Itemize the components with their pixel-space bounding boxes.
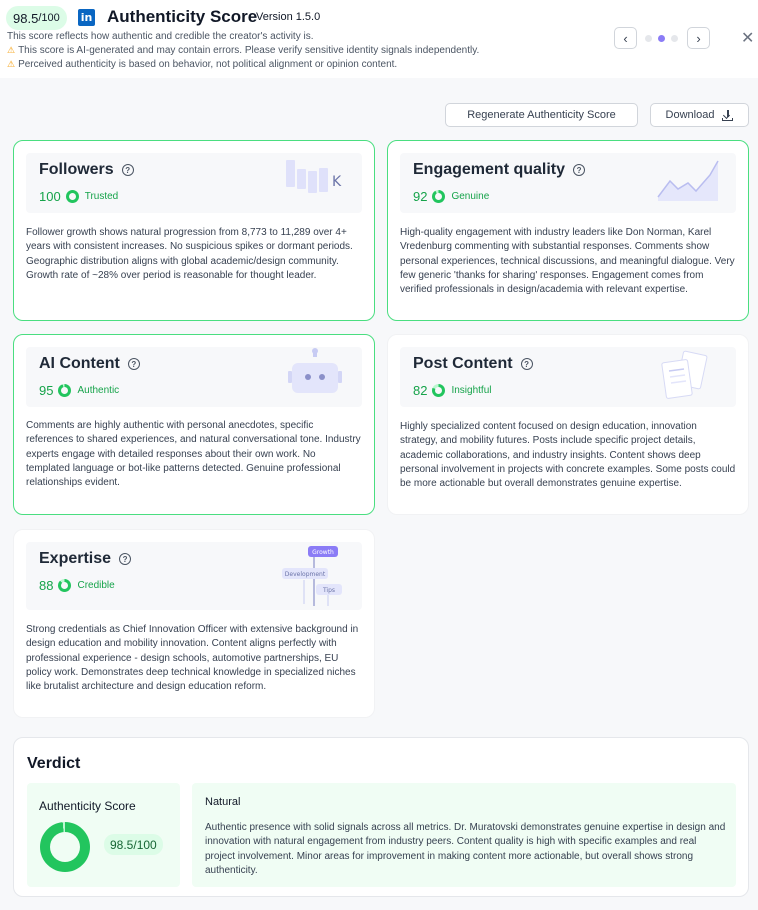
engagement-description: High-quality engagement with industry leaders like Don Norman, Karel Vredenburg commenting with substantial responses. Comments show personal experiences, technical discussions, and meaningful dialogue. Very few generic 'thanks for sharing' responses. Engagement comes from verified professionals in design/academia with relevant expertise. <box>400 227 735 296</box>
expertise-card <box>13 529 375 718</box>
engagement-card <box>387 140 749 321</box>
authenticity-disclaimer <box>7 59 397 70</box>
header <box>0 0 758 78</box>
linkedin-icon: in <box>78 9 95 26</box>
skills-tree-illustration <box>280 542 350 610</box>
score-donut-icon <box>40 822 90 872</box>
ai-disclaimer <box>7 45 479 56</box>
score-ring-icon <box>432 190 445 203</box>
followers-label: Trusted <box>84 191 119 202</box>
expertise-title: Expertise <box>39 550 112 567</box>
engagement-title: Engagement quality <box>413 161 566 178</box>
followers-score: 100 <box>39 189 61 204</box>
engagement-label: Genuine <box>451 191 490 202</box>
warning-icon: ⚠ <box>7 45 16 55</box>
expertise-label: Credible <box>77 580 115 591</box>
followers-illus-letter: K <box>332 174 342 190</box>
prev-button[interactable] <box>614 27 637 49</box>
help-icon[interactable]: ? <box>521 358 533 370</box>
chevron-left-icon: ‹ <box>623 30 628 46</box>
expertise-score: 88 <box>39 578 54 593</box>
post-content-score: 82 <box>413 383 428 398</box>
warning-icon: ⚠ <box>7 59 16 69</box>
followers-description: Follower growth shows natural progression from 8,773 to 11,289 over 4+ years with consistent increases. No suspicious spikes or dormant periods. Geographic distribution aligns with global academic/design community. Growth rate of ~28% over period is reasonable for thought leader. <box>26 227 353 281</box>
download-button[interactable] <box>650 103 749 127</box>
help-icon[interactable]: ? <box>128 358 140 370</box>
download-icon <box>722 110 733 121</box>
post-content-card-header <box>400 347 736 407</box>
expertise-score-row <box>39 578 115 593</box>
chevron-right-icon: › <box>696 30 701 46</box>
verdict-panel <box>13 737 749 897</box>
ai-content-card-header <box>26 347 362 407</box>
pager-dot[interactable] <box>645 35 652 42</box>
verdict-summary <box>192 783 736 887</box>
verdict-score-box <box>27 783 180 887</box>
help-icon[interactable]: ? <box>573 164 585 176</box>
tag-development: Development <box>284 571 326 578</box>
expertise-card-header <box>26 542 362 610</box>
score-ring-icon <box>432 384 445 397</box>
tag-tips: Tips <box>322 587 336 594</box>
expertise-description: Strong credentials as Chief Innovation Officer with extensive background in design education and mobility innovation. Content aligns perfectly with professional experience - design schools, automotive partnerships, EU policy work. Demonstrates deep technical knowledge in specialized niches like brutalist architecture and design education reform. <box>26 624 359 693</box>
score-ring-icon <box>58 384 71 397</box>
engagement-score: 92 <box>413 189 428 204</box>
ai-content-score-row <box>39 383 119 398</box>
verdict-title: Verdict <box>27 755 81 772</box>
followers-score-row <box>39 189 118 204</box>
authenticity-disclaimer-text: Perceived authenticity is based on behavior, not political alignment or opinion content. <box>18 59 398 70</box>
header-score-badge <box>6 6 67 30</box>
documents-icon <box>654 347 724 407</box>
ai-content-description: Comments are highly authentic with personal anecdotes, specific references to shared experiences, and natural conversational tone. Industry experts engage with detailed responses about their own work. No templated language or bot-like patterns detected. Genuine professional relationships evident. <box>26 420 361 489</box>
header-score-value: 98.5 <box>13 10 39 26</box>
followers-chart-illustration <box>270 153 350 213</box>
card-title <box>413 355 533 373</box>
score-ring-icon <box>66 190 79 203</box>
page-title: Authenticity Score <box>107 7 258 26</box>
pager-dot[interactable] <box>671 35 678 42</box>
ai-content-score: 95 <box>39 383 54 398</box>
card-title <box>39 355 140 373</box>
verdict-score-label: Authenticity Score <box>39 799 136 813</box>
engagement-chart-illustration <box>654 153 724 213</box>
post-content-label: Insightful <box>451 385 492 396</box>
post-content-card <box>387 334 749 515</box>
header-score-suffix: /100 <box>38 12 60 24</box>
close-icon[interactable]: ✕ <box>741 30 755 47</box>
post-content-title: Post Content <box>413 355 513 372</box>
verdict-score-value: 98.5/100 <box>104 834 163 855</box>
help-icon[interactable]: ? <box>119 553 131 565</box>
verdict-text: Authentic presence with solid signals across all metrics. Dr. Muratovski demonstrates genuine expertise in design and innovation with natural engagement from industry peers. Content quality is high with specific examples and real project involvement. Minor areas for improvement in making content more actionable, but overall shows strong authenticity. <box>205 822 726 876</box>
tag-growth: Growth <box>312 549 334 556</box>
header-description: This score reflects how authentic and credible the creator's activity is. <box>7 31 314 42</box>
engagement-card-header <box>400 153 736 213</box>
card-title <box>39 161 134 179</box>
score-ring-icon <box>58 579 71 592</box>
pager-dot-active[interactable] <box>658 35 665 42</box>
help-icon[interactable]: ? <box>122 164 134 176</box>
version-label: Version 1.5.0 <box>256 11 321 23</box>
followers-card-header <box>26 153 362 213</box>
next-button[interactable] <box>687 27 710 49</box>
post-content-score-row <box>413 383 492 398</box>
ai-disclaimer-text: This score is AI-generated and may contain errors. Please verify sensitive identity signals independently. <box>18 45 480 56</box>
followers-card <box>13 140 375 321</box>
ai-content-title: AI Content <box>39 355 120 372</box>
ai-content-label: Authentic <box>77 385 120 396</box>
card-title <box>413 161 585 179</box>
card-title <box>39 550 131 568</box>
ai-content-card <box>13 334 375 515</box>
verdict-type: Natural <box>205 796 241 808</box>
download-label: Download <box>665 109 715 121</box>
robot-icon <box>280 347 350 407</box>
post-content-description: Highly specialized content focused on design education, innovation strategy, and mobility futures. Posts include specific project details, academic collaborations, and industry insights. Content shows deep personal involvement in projects with concrete examples. Some posts could be more actionable but overall demonstrates genuine expertise. <box>400 421 736 490</box>
engagement-score-row <box>413 189 489 204</box>
regenerate-button[interactable]: Regenerate Authenticity Score <box>445 103 638 127</box>
followers-title: Followers <box>39 161 114 178</box>
